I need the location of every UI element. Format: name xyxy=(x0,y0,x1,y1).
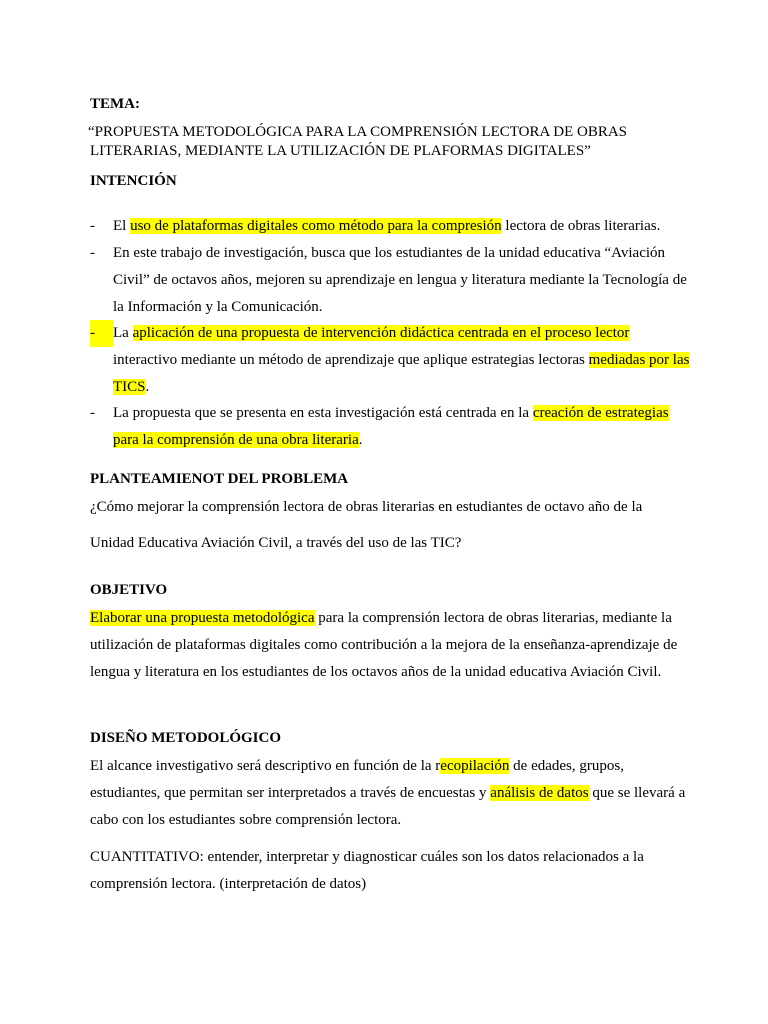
problema-question-line-2: Unidad Educativa Aviación Civil, a través del uso de las TIC? xyxy=(90,535,462,551)
tema-heading: TEMA: xyxy=(90,96,140,112)
problema-question-line-1: ¿Cómo mejorar la comprensión lectora de obras literarias en estudiantes de octavo año de la xyxy=(90,499,643,515)
bullet-dash: - xyxy=(90,405,95,421)
intencion-heading: INTENCIÓN xyxy=(90,173,177,189)
objetivo-heading: OBJETIVO xyxy=(90,582,168,598)
bullet-text: El uso de plataformas digitales como método para la compresión lectora de obras literarias. xyxy=(113,218,661,234)
highlight: creación de estrategias para la comprensión de una obra literaria xyxy=(113,405,669,448)
problema-heading: PLANTEAMIENOT DEL PROBLEMA xyxy=(90,471,349,487)
intencion-bullet-2 xyxy=(90,240,690,321)
cuantitativo-paragraph: CUANTITATIVO: entender, interpretar y diagnosticar cuáles son los datos relacionados a la comprensión lectora. (interpretación de datos) xyxy=(90,849,644,892)
highlight: análisis de datos xyxy=(490,785,589,801)
tema-title-line-2: LITERARIAS, MEDIANTE LA UTILIZACIÓN DE PLAFORMAS DIGITALES” xyxy=(90,143,591,159)
intencion-bullet-1 xyxy=(90,213,690,240)
diseno-paragraph: El alcance investigativo será descriptivo en función de la recopilación de edades, grupos, estudiantes, que permitan ser interpretados a través de encuestas y análisis de datos que se llevará a cabo con los estudiantes sobre comprensión lectora. xyxy=(90,758,686,828)
bullet-text: En este trabajo de investigación, busca que los estudiantes de la unidad educativa “Aviación Civil” de octavos años, mejoren su aprendizaje en lengua y literatura mediante la Tecnología de la Información y la Comunicación. xyxy=(113,245,687,315)
tema-title-line-1: “PROPUESTA METODOLÓGICA PARA LA COMPRENSIÓN LECTORA DE OBRAS xyxy=(88,124,628,140)
highlight: aplicación de una propuesta de intervención didáctica centrada en el proceso lector xyxy=(132,325,630,341)
diseno-heading: DISEÑO METODOLÓGICO xyxy=(90,730,282,746)
intencion-bullet-4 xyxy=(90,400,690,454)
bullet-dash: - xyxy=(90,245,95,261)
highlight: ecopilación xyxy=(440,758,510,774)
bullet-text: La aplicación de una propuesta de intervención didáctica centrada en el proceso lector interactivo mediante un método de aprendizaje que aplique estrategias lectoras mediadas por las TICS. xyxy=(113,325,690,395)
bullet-dash: - xyxy=(90,218,95,234)
objetivo-paragraph: Elaborar una propuesta metodológica para la comprensión lectora de obras literarias, mediante la utilización de plataformas digitales como contribución a la mejora de la enseñanza-aprendizaje de lengua y literatura en los estudiantes de los octavos años de la unidad educativa Aviación Civil. xyxy=(90,610,678,680)
bullet-text: La propuesta que se presenta en esta investigación está centrada en la creación de estrategias para la comprensión de una obra literaria. xyxy=(113,405,669,448)
bullet-dash: - xyxy=(90,320,113,347)
highlight: uso de plataformas digitales como método para la compresión xyxy=(130,218,502,234)
intencion-bullet-3 xyxy=(90,320,690,401)
highlight: mediadas por las TICS xyxy=(113,352,690,395)
highlight: Elaborar una propuesta metodológica xyxy=(90,610,315,626)
